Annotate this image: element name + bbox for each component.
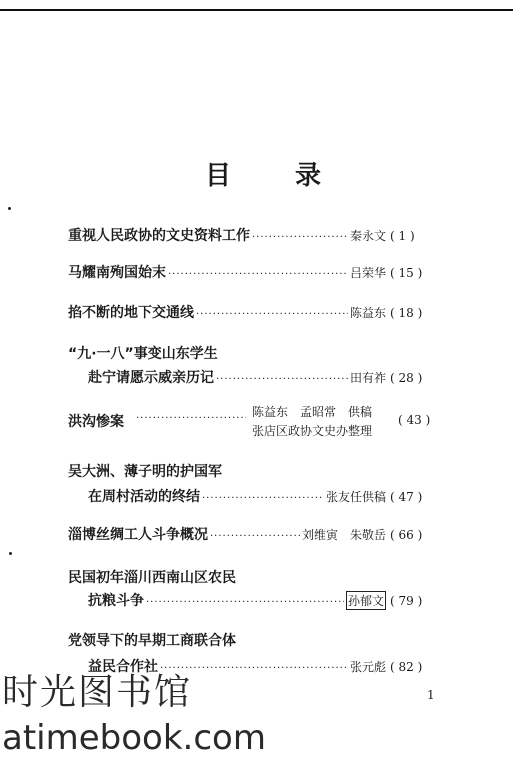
toc-entry-author: 田有祚 [349,371,386,385]
watermark-text: 时光图书馆 [2,672,193,713]
leader-dots [252,232,348,243]
toc-entry-page: ( 1 ) [390,229,415,243]
toc-entry-title: 淄博丝绸工人斗争概况 [68,527,208,543]
leader-dots [210,531,300,542]
toc-entry-page: ( 15 ) [390,266,423,280]
toc-entry-page: ( 18 ) [390,306,423,320]
toc-entry-title: 马耀南殉国始末 [68,265,166,281]
toc-entry-author: 孙郁文 [346,591,386,610]
toc-entry [68,225,448,247]
title-char-1: 目 [205,161,232,191]
toc-entry [88,590,448,612]
leader-dots [136,413,246,424]
page-number: 1 [427,688,435,702]
toc-entry-title-line1: 党领导下的早期工商联合体 [68,633,236,649]
toc-entry-page: ( 79 ) [390,594,423,608]
toc-entry-title-line1: 吴大洲、薄子明的护国军 [68,464,222,480]
toc-entry-author: 张友任供稿 [325,490,386,504]
toc-entry-page: ( 43 ) [398,413,431,427]
scan-speck [9,552,12,555]
toc-entry-author-line1: 陈益东 孟昭常 供稿 [252,405,373,419]
toc-entry-title: 重视人民政协的文史资料工作 [68,228,250,244]
toc-entry [88,367,448,389]
toc-entry-title-line2: 抗粮斗争 [88,593,144,609]
leader-dots [168,269,348,280]
toc-entry-author: 陈益东 [349,306,386,320]
leader-dots [196,309,348,320]
leader-dots [216,374,348,385]
toc-entry-author: 刘维寅 朱敬岳 [301,528,386,542]
toc-entry [68,403,448,443]
toc-entry-title-line1: “九·一八”事变山东学生 [68,346,218,362]
leader-dots [202,493,324,504]
top-border-line [0,9,513,11]
toc-entry-page: ( 66 ) [390,528,423,542]
toc-entry-title-line2: 在周村活动的终结 [88,489,200,505]
scan-speck [8,207,11,210]
toc-entry-page: ( 28 ) [390,371,423,385]
toc-entry-title: 掐不断的地下交通线 [68,305,194,321]
toc-entry-author: 张元彪 [349,660,386,674]
toc-entry-page: ( 82 ) [390,660,423,674]
leader-dots [146,597,344,608]
toc-entry-title-line1: 民国初年淄川西南山区农民 [68,570,236,586]
watermark-url: atimebook.com [2,718,266,758]
toc-entry-page: ( 47 ) [390,490,423,504]
toc-entry-author: 吕荣华 [349,266,386,280]
toc-entry [88,486,448,508]
toc-entry [68,302,448,324]
toc-entry-title-line2: 益民合作社 [88,659,158,675]
toc-entry-author: 秦永文 [349,229,386,243]
toc-entry-title-line2: 赴宁请愿示威亲历记 [88,370,214,386]
toc-entry-author-line2: 张店区政协文史办整理 [252,424,373,438]
title-char-2: 录 [295,161,322,191]
toc-entry [68,524,448,546]
toc-entry [68,262,448,284]
toc-entry-title: 洪沟惨案 [68,414,124,430]
page-title [200,155,330,189]
